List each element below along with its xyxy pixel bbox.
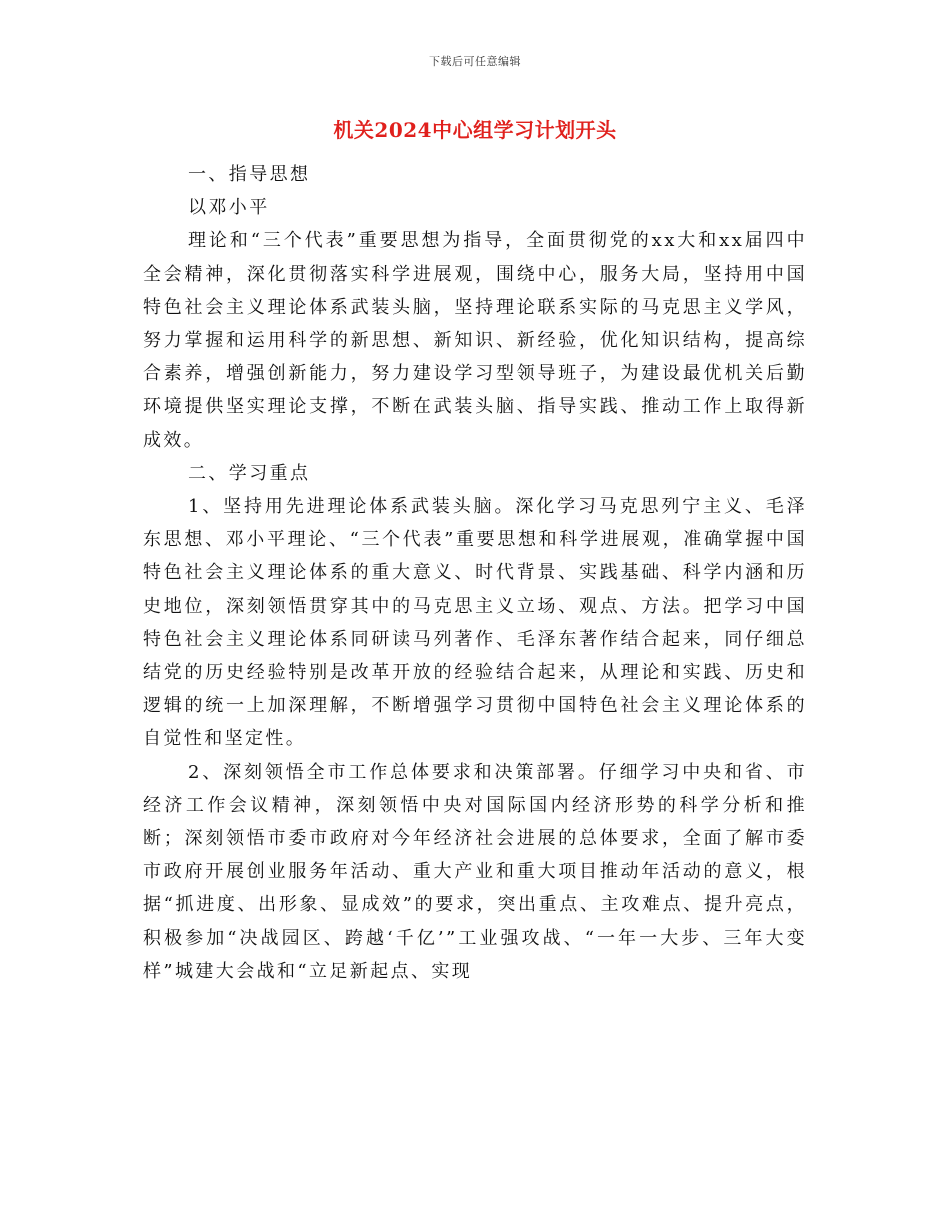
heading-study-focus: 二、学习重点 bbox=[188, 462, 311, 484]
paragraph-guiding-thought: 理论和“三个代表”重要思想为指导，全面贯彻党的xx大和xx届四中全会精神，深化贯彻落实科学进展观，围绕中心，服务大局，坚持用中国特色社会主义理论体系武装头脑，坚持理论联系实际的马克思主义学风，努力掌握和运用科学的新思想、新知识、新经验，优化知识结构，提高综合素养，增强创新能力，努力建设学习型领导班子，为建设最优机关后勤环境提供坚实理论支撑，不断在武装头脑、指导实践、推动工作上取得新成效。 bbox=[143, 230, 807, 451]
paragraph-focus-2: 2、深刻领悟全市工作总体要求和决策部署。仔细学习中央和省、市经济工作会议精神，深刻领悟中央对国际国内经济形势的科学分析和推断；深刻领悟市委市政府对今年经济社会进展的总体要求，全面了解市委市政府开展创业服务年活动、重大产业和重大项目推动年活动的意义，根据“抓进度、出形象、显成效”的要求，突出重点、主攻难点、提升亮点，积极参加“决战园区、跨越‘千亿’”工业强攻战、“一年一大步、三年大变样”城建大会战和“立足新起点、实现 bbox=[143, 761, 807, 982]
paragraph-intro-fragment: 以邓小平 bbox=[188, 197, 270, 219]
header-note: 下载后可任意编辑 bbox=[429, 55, 521, 68]
heading-guiding-thought: 一、指导思想 bbox=[188, 164, 311, 185]
document-title: 机关2024中心组学习计划开头 bbox=[333, 118, 617, 142]
document-body bbox=[143, 158, 807, 988]
paragraph-focus-1: 1、坚持用先进理论体系武装头脑。深化学习马克思列宁主义、毛泽东思想、邓小平理论、“三个代表”重要思想和科学进展观，准确掌握中国特色社会主义理论体系的重大意义、时代背景、实践基础、科学内涵和历史地位，深刻领悟贯穿其中的马克思主义立场、观点、方法。把学习中国特色社会主义理论体系同研读马列著作、毛泽东著作结合起来，同仔细总结党的历史经验特别是改革开放的经验结合起来，从理论和实践、历史和逻辑的统一上加深理解，不断增强学习贯彻中国特色社会主义理论体系的自觉性和坚定性。 bbox=[143, 496, 807, 750]
